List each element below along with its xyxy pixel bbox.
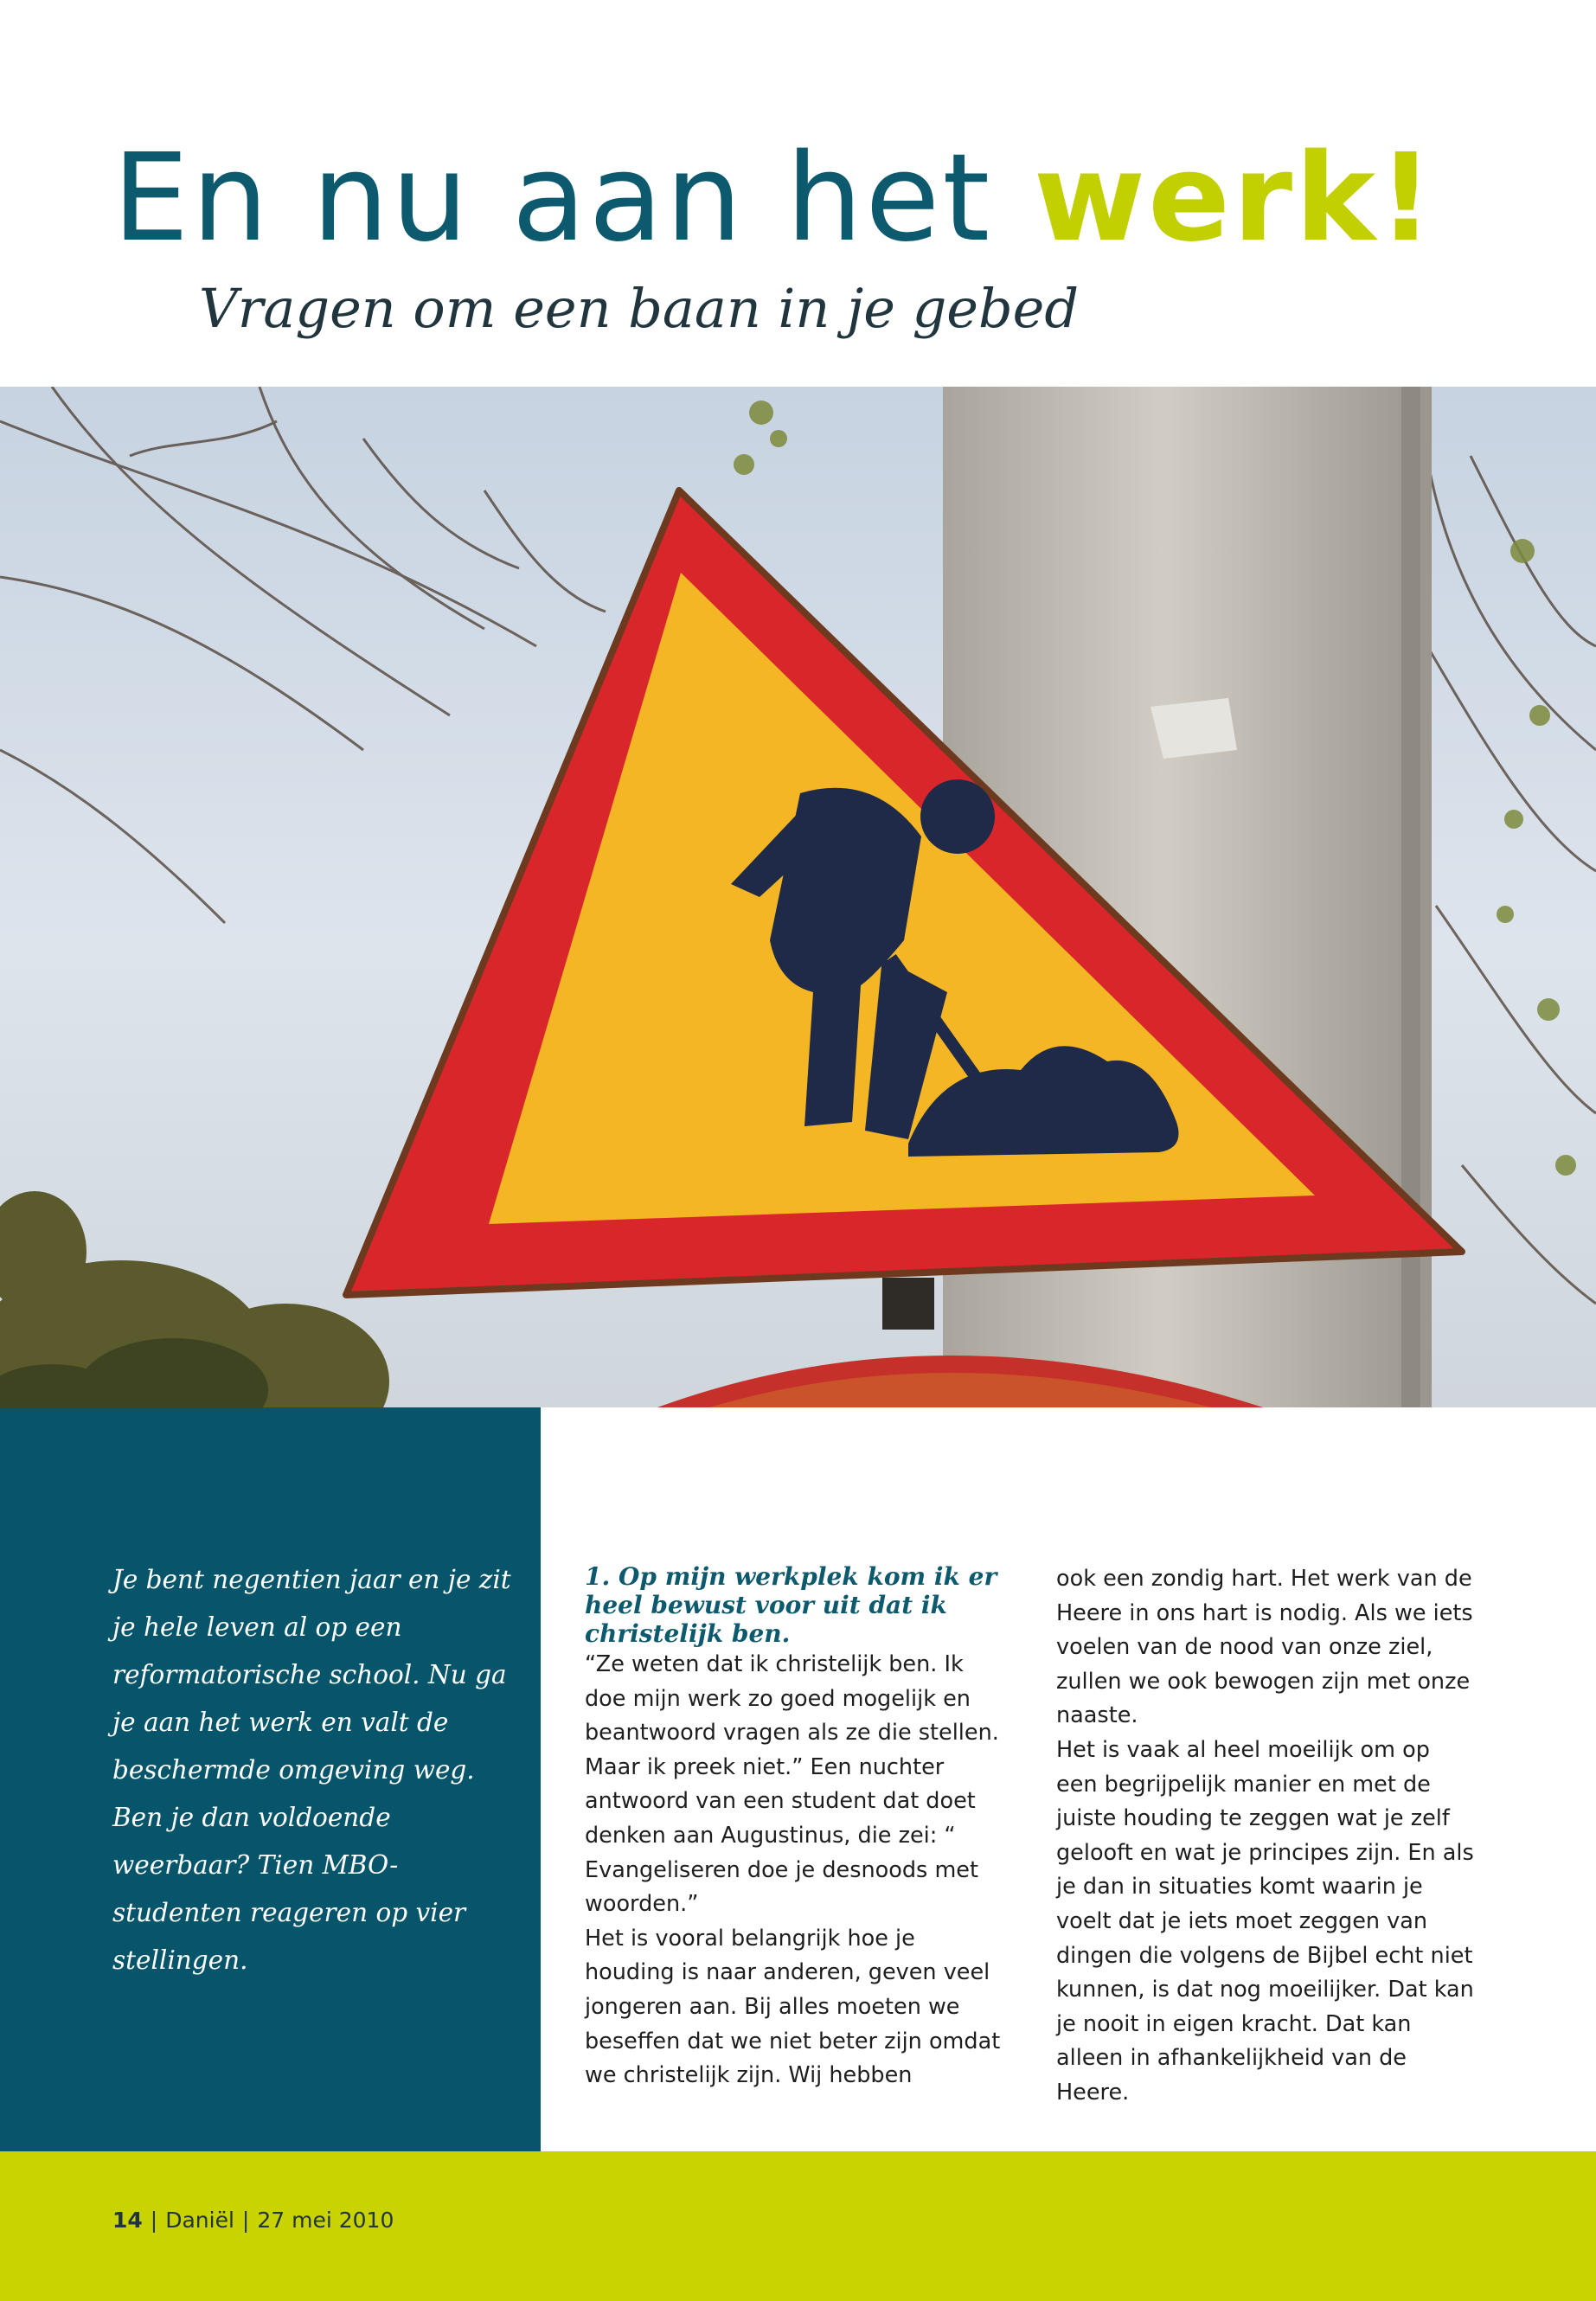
footer-bar [0, 2151, 1596, 2301]
paragraph: Het is vooral belangrijk hoe je houding is naar anderen, geven veel jongeren aan. Bij alles moeten we beseffen dat we niet beter zijn omdat we christelijk zijn. Wij hebben [585, 1925, 1001, 2089]
page-subtitle: Vragen om een baan in je gebed [199, 277, 1080, 340]
paragraph: Het is vaak al heel moeilijk om op een begrijpelijk manier en met de juiste houding te zeggen wat je zelf gelooft en wat je principes zijn. En als je dan in situaties komt waarin je voelt dat je iets moet zeggen van dingen die volgens de Bijbel echt niet kunnen, is dat nog moeilijker. Dat kan je nooit in eigen kracht. Dat kan alleen in afhankelijkheid van de Heere. [1056, 1736, 1474, 2106]
paragraph: “Ze weten dat ik christelijk ben. Ik doe mijn werk zo goed mogelijk en beantwoord vragen als ze die stellen. Maar ik preek niet.” Een nuchter antwoord van een student dat doet denken aan Augustinus, die zei: “ Evangeliseren doe je desnoods met woorden.” [585, 1651, 999, 1918]
article-column-right [1056, 1562, 1476, 2111]
issue-date: 27 mei 2010 [257, 2208, 394, 2233]
page-number: 14 [112, 2208, 143, 2233]
title-accent: werk! [1033, 128, 1437, 269]
article-column-middle [585, 1562, 1004, 2093]
footer-separator: | [150, 2208, 158, 2233]
page-footer [112, 2208, 394, 2233]
statement-heading: 1. Op mijn werkplek kom ik er heel bewust voor uit dat ik christelijk ben. [585, 1562, 997, 1648]
title-main: En nu aan het [112, 128, 993, 269]
roadwork-sign-photo [0, 387, 1596, 1407]
paragraph: ook een zondig hart. Het werk van de Heere in ons hart is nodig. Als we iets voelen van de nood van onze ziel, zullen we ook bewogen zijn met onze naaste. [1056, 1566, 1473, 1729]
intro-panel [0, 1407, 541, 2151]
page-title [112, 128, 1437, 269]
magazine-name: Daniël [165, 2208, 234, 2233]
footer-separator: | [241, 2208, 250, 2233]
intro-text: Je bent negentien jaar en je zit je hele leven al op een reformatorische school. Nu ga je aan het werk en valt de beschermde omgeving weg. Ben je dan voldoende weerbaar? Tien MBO-studenten reageren op vier stellingen. [112, 1565, 511, 1975]
